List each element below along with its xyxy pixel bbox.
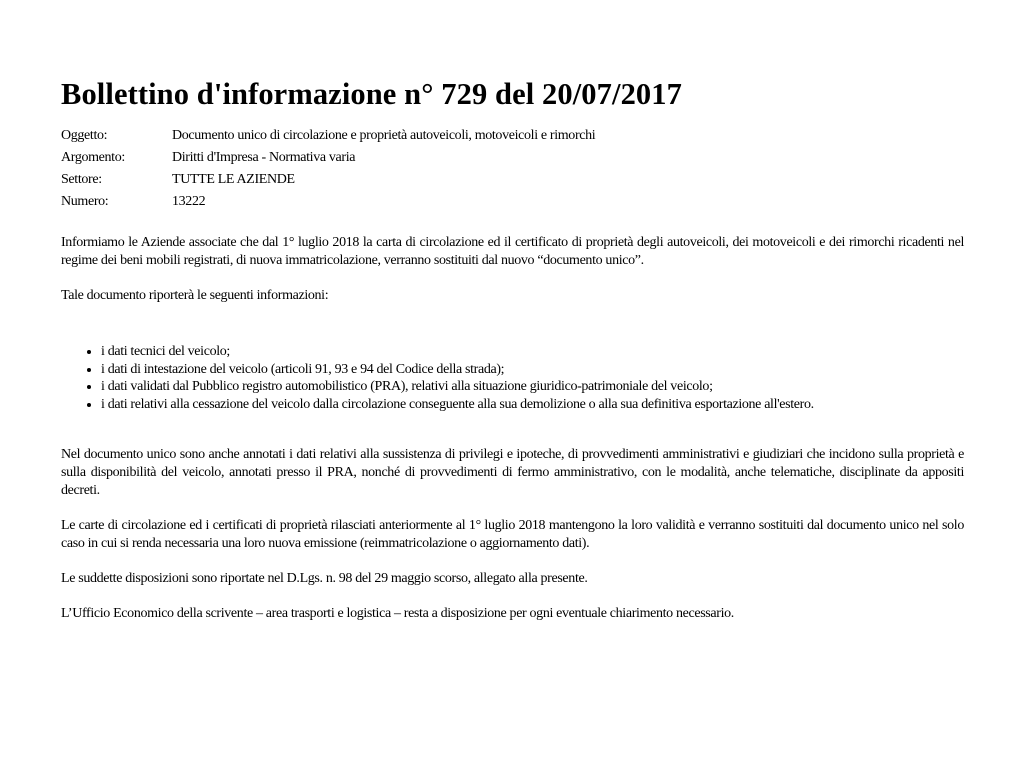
meta-table [61,125,595,213]
meta-row-settore [61,169,595,191]
meta-value: TUTTE LE AZIENDE [172,172,295,187]
info-list [61,343,964,413]
intro-paragraph: Informiamo le Aziende associate che dal 1° luglio 2018 la carta di circolazione ed il certificato di proprietà degli autoveicoli, dei motoveicoli e dei rimorchi ricadenti nel regime dei beni mobili registrati, di nuova immatricolazione, verranno sostituiti dal nuovo “documento unico”. [61,235,964,268]
meta-label: Numero: [61,194,109,209]
ufficio-paragraph: L’Ufficio Economico della scrivente – area trasporti e logistica – resta a disposizione per ogni eventuale chiarimento necessario. [61,606,734,621]
list-item: • i dati di intestazione del veicolo (articoli 91, 93 e 94 del Codice della strada); [101,361,964,379]
meta-row-argomento [61,147,595,169]
carte-paragraph: Le carte di circolazione ed i certificati di proprietà rilasciati anteriormente al 1° luglio 2018 mantengono la loro validità e verranno sostituiti dal documento unico nel solo caso in cui si renda necessaria una loro nuova emissione (reimmatricolazione o aggiornamento dati). [61,518,964,551]
meta-label: Oggetto: [61,128,108,143]
list-intro-paragraph: Tale documento riporterà le seguenti informazioni: [61,288,329,303]
meta-value: Diritti d'Impresa - Normativa varia [172,150,356,165]
meta-label: Argomento: [61,150,125,165]
meta-value: 13222 [172,194,206,209]
dlgs-paragraph: Le suddette disposizioni sono riportate nel D.Lgs. n. 98 del 29 maggio scorso, allegato alla presente. [61,571,588,586]
meta-row-numero [61,191,595,213]
list-item: • i dati validati dal Pubblico registro automobilistico (PRA), relativi alla situazione giuridico-patrimoniale del veicolo; [101,378,964,396]
meta-label: Settore: [61,172,102,187]
meta-row-oggetto [61,125,595,147]
privilegi-paragraph: Nel documento unico sono anche annotati i dati relativi alla sussistenza di privilegi e ipoteche, di provvedimenti amministrativi e giudiziari che incidono sulla proprietà e sulla disponibilità del veicolo, annotati presso il PRA, nonché di provvedimenti di fermo amministrativo, con le modalità, anche telematiche, disciplinate da appositi decreti. [61,447,964,498]
list-item: • i dati relativi alla cessazione del veicolo dalla circolazione conseguente alla sua demolizione o alla sua definitiva esportazione all'estero. [101,396,964,414]
page-title: Bollettino d'informazione n° 729 del 20/07/2017 [61,77,682,111]
meta-value: Documento unico di circolazione e proprietà autoveicoli, motoveicoli e rimorchi [172,128,596,143]
list-item: • i dati tecnici del veicolo; [101,343,964,361]
